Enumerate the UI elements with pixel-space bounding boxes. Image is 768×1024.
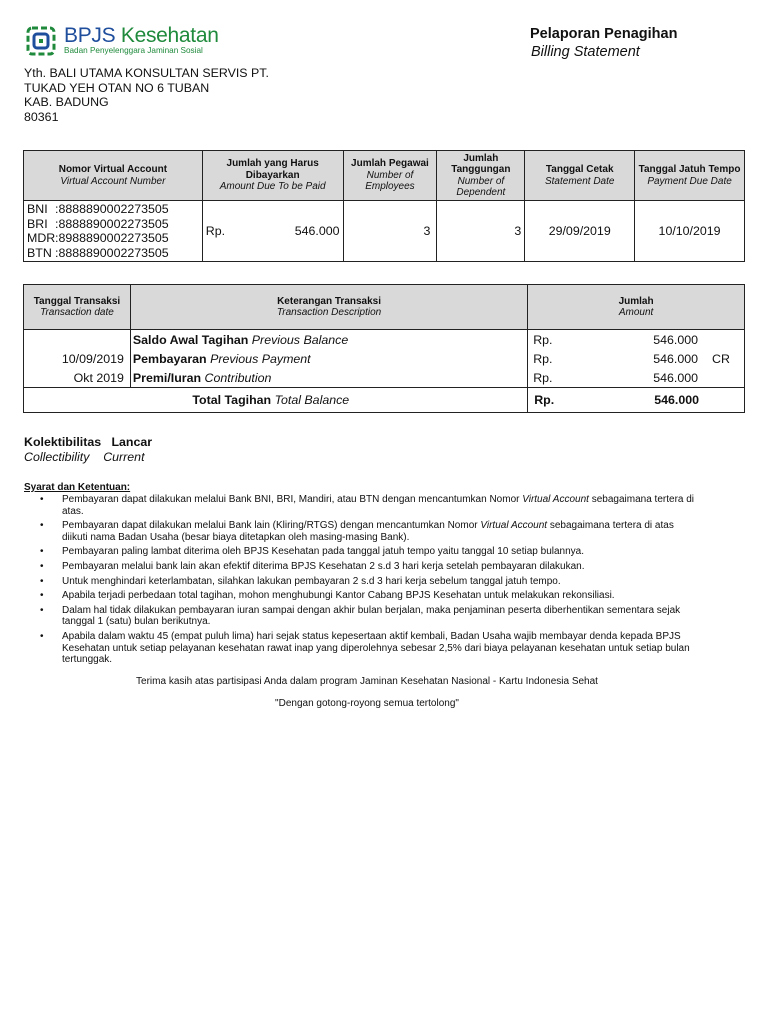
table-row: Okt 2019 Premi/Iuran Contribution Rp. 546.000 [24, 368, 745, 388]
header-amount: Jumlah Amount [528, 285, 745, 330]
header-employees: Jumlah Pegawai Number of Employees [343, 151, 437, 201]
header-dependents: Jumlah Tanggungan Number of Dependent [437, 151, 525, 201]
total-row: Total Tagihan Total Balance Rp. 546.000 [24, 388, 745, 413]
list-item: • Pembayaran melalui bank lain akan efektif diterima BPJS Kesehatan 2 s.d 3 hari kerja setelah pembayaran dilakukan. [40, 561, 700, 573]
list-item: • Apabila terjadi perbedaan total tagihan, mohon menghubungi Kantor Cabang BPJS Kesehatan untuk melakukan rekonsiliasi. [40, 590, 700, 602]
recipient-name: Yth. BALI UTAMA KONSULTAN SERVIS PT. [24, 66, 269, 80]
brand-tagline: Badan Penyelenggara Jaminan Sosial [64, 46, 203, 55]
list-item: • Pembayaran dapat dilakukan melalui Bank BNI, BRI, Mandiri, atau BTN dengan mencantumkan Nomor Virtual Account sebagaimana tertera di atas. [40, 494, 700, 517]
va-row-bri: BRI :8888890002273505 [27, 216, 169, 231]
collectibility-status: Kolektibilitas Lancar [24, 435, 153, 449]
recipient-postcode: 80361 [24, 109, 59, 124]
header-due-date: Tanggal Jatuh Tempo Payment Due Date [635, 151, 745, 201]
recipient-region: KAB. BADUNG [24, 95, 109, 109]
collectibility-status-en: Collectibility Current [24, 450, 145, 464]
terms-title: Syarat dan Ketentuan: [24, 482, 131, 493]
list-item: • Apabila dalam waktu 45 (empat puluh lima) hari sejak status kepesertaan aktif kembali, Badan Usaha wajib membayar denda kepada BPJS Kesehatan untuk setiap pelayanan kesehatan rawat inap yang diperolehnya sebesar 2,5% dari biaya pelayanan kesehatan untuk setiap bulan tertunggak. [40, 631, 700, 666]
transaction-table [23, 284, 745, 413]
brand-name: BPJS Kesehatan [64, 24, 219, 47]
header-transaction-date: Tanggal Transaksi Transaction date [24, 285, 131, 330]
terms-list [40, 494, 700, 669]
page-subtitle: Billing Statement [531, 44, 640, 60]
bpjs-emblem-icon [24, 26, 58, 56]
page-title: Pelaporan Penagihan [530, 26, 678, 42]
total-amount: 546.000 [654, 393, 699, 407]
list-item: • Pembayaran dapat dilakukan melalui Bank lain (Kliring/RTGS) dengan mencantumkan Nomor Virtual Account sebagaimana tertera di atas diikuti nama Badan Usaha (besar biaya ditetapkan oleh masing-masing Bank). [40, 520, 700, 543]
thank-you-note: Terima kasih atas partisipasi Anda dalam program Jaminan Kesehatan Nasional - Kartu Indonesia Sehat [136, 676, 598, 687]
due-date-value: 10/10/2019 [635, 201, 745, 262]
va-row-mdr: MDR:8988890002273505 [27, 231, 169, 245]
amount-due-value: 546.000 [294, 224, 340, 238]
list-item: • Pembayaran paling lambat diterima oleh BPJS Kesehatan pada tanggal jatuh tempo yaitu tanggal 10 setiap bulannya. [40, 546, 700, 558]
table-row: 10/09/2019 Pembayaran Previous Payment Rp. 546.000 CR [24, 349, 745, 368]
header-statement-date: Tanggal Cetak Statement Date [525, 151, 635, 201]
dependents-value: 3 [437, 201, 525, 262]
list-item: • Dalam hal tidak dilakukan pembayaran iuran sampai dengan akhir bulan berjalan, maka penjaminan peserta diberhentikan sementara sejak tanggal 1 (satu) bulan berikutnya. [40, 605, 700, 628]
statement-date-value: 29/09/2019 [525, 201, 635, 262]
motto: "Dengan gotong-royong semua tertolong" [275, 698, 459, 709]
header-transaction-description: Keterangan Transaksi Transaction Description [130, 285, 527, 330]
credit-flag: CR [712, 351, 730, 366]
table-row: Saldo Awal Tagihan Previous Balance Rp. 546.000 [24, 330, 745, 350]
bpjs-logo [24, 24, 224, 58]
employees-value: 3 [343, 201, 437, 262]
virtual-account-list [24, 201, 203, 262]
va-row-bni: BNI :8888890002273505 [27, 202, 169, 216]
amount-due-cell: Rp. 546.000 [202, 201, 343, 262]
header-amount-due: Jumlah yang Harus Dibayarkan Amount Due To be Paid [202, 151, 343, 201]
list-item: • Untuk menghindari keterlambatan, silahkan lakukan pembayaran 2 s.d 3 hari kerja sebelum tanggal jatuh tempo. [40, 576, 700, 588]
recipient-street: TUKAD YEH OTAN NO 6 TUBAN [24, 80, 210, 95]
header-virtual-account: Nomor Virtual Account Virtual Account Number [24, 151, 203, 201]
va-row-btn: BTN :8888890002273505 [27, 245, 169, 260]
billing-summary-table [23, 150, 745, 262]
